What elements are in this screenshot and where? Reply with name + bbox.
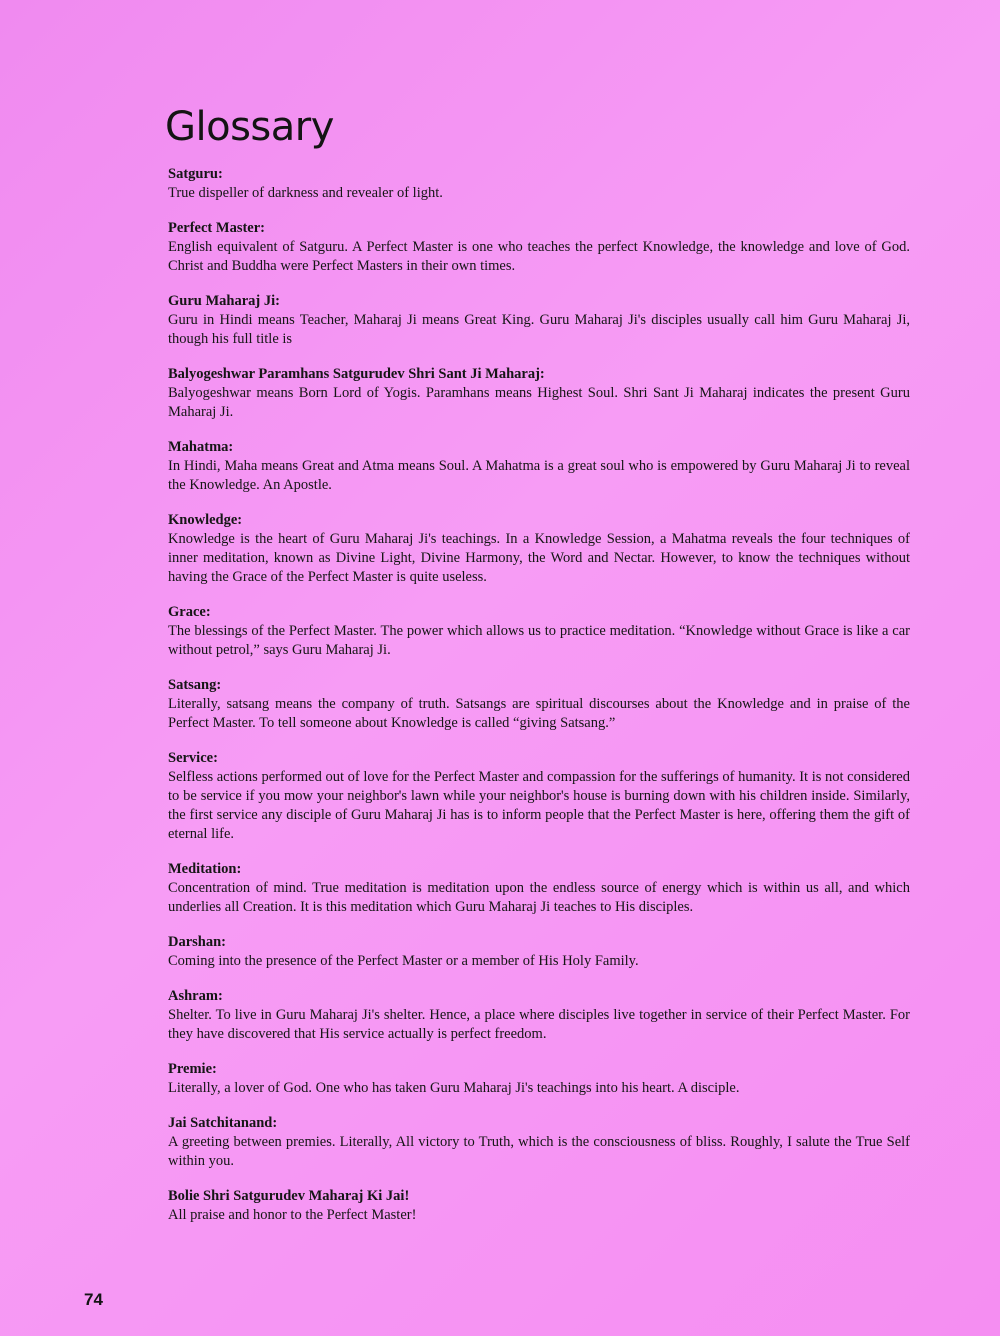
glossary-term: Bolie Shri Satgurudev Maharaj Ki Jai! [168,1188,410,1204]
glossary-entry-full-title [168,365,910,422]
glossary-term: Premie: [168,1061,217,1077]
glossary-definition: Balyogeshwar means Born Lord of Yogis. Paramhans means Highest Soul. Shri Sant Ji Maharaj indicates the present Guru Maharaj Ji. [168,385,910,420]
glossary-definition: All praise and honor to the Perfect Master! [168,1207,417,1223]
glossary-term: Knowledge: [168,512,243,528]
glossary-entry-meditation [168,860,910,917]
glossary-definition: The blessings of the Perfect Master. The power which allows us to practice meditation. “Knowledge without Grace is like a car without petrol,” says Guru Maharaj Ji. [168,623,910,658]
glossary-definition: Literally, satsang means the company of truth. Satsangs are spiritual discourses about the Knowledge and in praise of the Perfect Master. To tell someone about Knowledge is called “giving Satsang.” [168,696,910,731]
glossary-term: Darshan: [168,934,227,950]
glossary-term: Perfect Master: [168,220,265,236]
glossary-definition: Literally, a lover of God. One who has taken Guru Maharaj Ji's teachings into his heart. A disciple. [168,1080,740,1096]
glossary-definition: Knowledge is the heart of Guru Maharaj Ji's teachings. In a Knowledge Session, a Mahatma reveals the four techniques of inner meditation, known as Divine Light, Divine Harmony, the Word and Nectar. However, to know the techniques without having the Grace of the Perfect Master is quite useless. [168,531,910,585]
glossary-definition: Coming into the presence of the Perfect Master or a member of His Holy Family. [168,953,639,969]
glossary-term: Grace: [168,604,211,620]
glossary-entry-mahatma [168,438,910,495]
page-title: Glossary [165,104,334,150]
glossary-term: Balyogeshwar Paramhans Satgurudev Shri Sant Ji Maharaj: [168,366,545,382]
glossary-entry-satsang [168,676,910,733]
glossary-entry-ashram [168,987,910,1044]
glossary-entry-darshan [168,933,910,971]
page-number: 74 [84,1290,103,1309]
glossary-entry-jai-satchitanand [168,1114,910,1171]
glossary-term: Service: [168,750,218,766]
glossary-term: Satguru: [168,166,223,182]
glossary-term: Guru Maharaj Ji: [168,293,280,309]
glossary-entry-premie [168,1060,910,1098]
glossary-entry-knowledge [168,511,910,587]
glossary-term: Jai Satchitanand: [168,1115,278,1131]
glossary-entry-satguru [168,165,910,203]
glossary-entry-perfect-master [168,219,910,276]
glossary-definition: Concentration of mind. True meditation is meditation upon the endless source of energy which is within us all, and which underlies all Creation. It is this meditation which Guru Maharaj Ji teaches to His disciples. [168,880,910,915]
glossary-term: Meditation: [168,861,242,877]
glossary-entry-grace [168,603,910,660]
glossary-definition: In Hindi, Maha means Great and Atma means Soul. A Mahatma is a great soul who is empowered by Guru Maharaj Ji to reveal the Knowledge. An Apostle. [168,458,910,493]
glossary-entry-bolie [168,1187,910,1225]
glossary-list [168,165,910,1241]
glossary-term: Satsang: [168,677,222,693]
glossary-term: Mahatma: [168,439,234,455]
glossary-entry-guru-maharaj-ji [168,292,910,349]
glossary-entry-service [168,749,910,844]
glossary-definition: True dispeller of darkness and revealer of light. [168,185,443,201]
glossary-definition: Shelter. To live in Guru Maharaj Ji's shelter. Hence, a place where disciples live together in service of their Perfect Master. For they have discovered that His service actually is perfect freedom. [168,1007,910,1042]
glossary-definition: A greeting between premies. Literally, All victory to Truth, which is the consciousness of bliss. Roughly, I salute the True Self within you. [168,1134,910,1169]
glossary-definition: English equivalent of Satguru. A Perfect Master is one who teaches the perfect Knowledge, the knowledge and love of God. Christ and Buddha were Perfect Masters in their own times. [168,239,910,274]
glossary-term: Ashram: [168,988,223,1004]
glossary-definition: Selfless actions performed out of love for the Perfect Master and compassion for the sufferings of humanity. It is not considered to be service if you mow your neighbor's lawn while your neighbor's house is burning down with his children inside. Similarly, the first service any disciple of Guru Maharaj Ji has is to inform people that the Perfect Master is here, offering them the gift of eternal life. [168,769,910,842]
glossary-definition: Guru in Hindi means Teacher, Maharaj Ji means Great King. Guru Maharaj Ji's disciples usually call him Guru Maharaj Ji, though his full title is [168,312,910,347]
